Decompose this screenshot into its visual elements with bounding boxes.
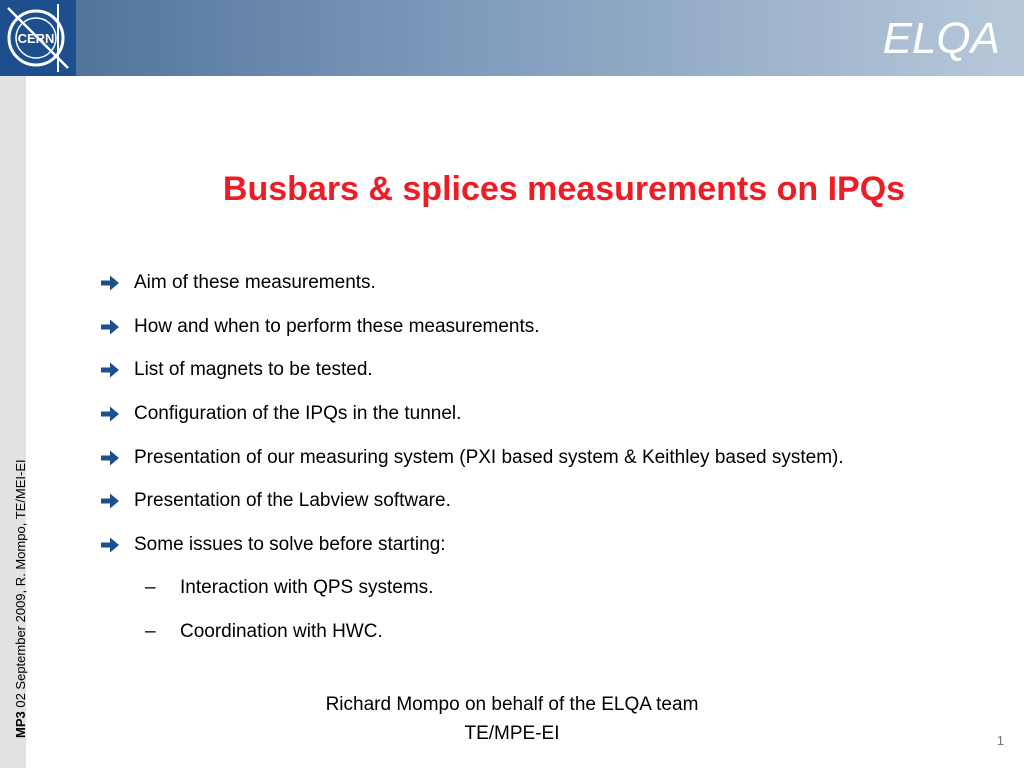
arrow-right-icon [100, 536, 120, 554]
header-bar [0, 0, 1024, 76]
sub-bullet-text: Interaction with QPS systems. [180, 577, 434, 598]
footer-department: TE/MPE-EI [464, 723, 560, 744]
footer-author: Richard Mompo on behalf of the ELQA team [325, 694, 699, 715]
dash-marker: – [145, 577, 156, 598]
header-title: ELQA [882, 14, 1000, 63]
slide-title: Busbars & splices measurements on IPQs [222, 170, 906, 208]
dash-marker: – [145, 621, 156, 642]
svg-text:CERN: CERN [17, 31, 55, 46]
cern-logo [0, 0, 76, 76]
sub-bullet-text: Coordination with HWC. [180, 621, 383, 642]
bullet-text: Presentation of the Labview software. [134, 490, 451, 511]
bullet-text: How and when to perform these measurements. [134, 316, 540, 337]
arrow-right-icon [100, 492, 120, 510]
bullet-text: Presentation of our measuring system (PXI based system & Keithley based system). [134, 447, 844, 468]
bullet-text: Some issues to solve before starting: [134, 534, 446, 555]
arrow-right-icon [100, 274, 120, 292]
arrow-right-icon [100, 318, 120, 336]
bullet-text: Configuration of the IPQs in the tunnel. [134, 403, 462, 424]
bullet-text: List of magnets to be tested. [134, 359, 373, 380]
sidebar-label-bold: MP3 [13, 711, 28, 738]
slide-footer [0, 690, 1024, 748]
page-number: 1 [996, 733, 1004, 748]
bullet-text: Aim of these measurements. [134, 272, 376, 293]
sidebar-label-rest: 02 September 2009, R. Mompo, TE/MEI-EI [13, 459, 28, 712]
arrow-right-icon [100, 361, 120, 379]
arrow-right-icon [100, 449, 120, 467]
arrow-right-icon [100, 405, 120, 423]
